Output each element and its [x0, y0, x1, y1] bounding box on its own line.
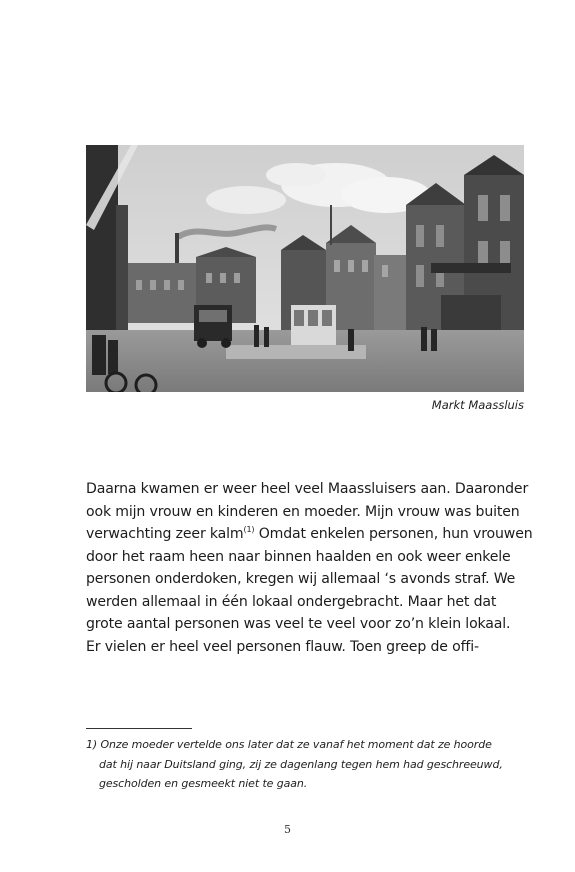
body-line: personen onderdoken, kregen wij allemaal ‘s avonds straf. We	[86, 571, 516, 587]
body-line-part: Omdat enkelen personen, hun vrouwen	[254, 526, 533, 542]
market-square-photo	[86, 145, 524, 392]
footnote-line: 1) Onze moeder vertelde ons later dat ze vanaf het moment dat ze hoorde	[86, 738, 492, 751]
body-line: werden allemaal in één lokaal ondergebracht. Maar het dat	[86, 593, 497, 610]
photo-caption: Markt Maassluis	[431, 398, 524, 412]
body-line: grote aantal personen was veel te veel voor zo’n klein lokaal.	[86, 616, 511, 632]
footnote-separator	[86, 728, 192, 729]
footnote-reference: (1)	[243, 525, 255, 534]
body-line: door het raam heen naar binnen haalden en ook weer enkele	[86, 548, 511, 565]
body-line: ook mijn vrouw en kinderen en moeder. Mijn vrouw was buiten	[86, 503, 520, 520]
footnote-line: dat hij naar Duitsland ging, zij ze dagenlang tegen hem had geschreeuwd,	[99, 757, 503, 771]
body-paragraph	[86, 478, 531, 658]
body-line-part: verwachting zeer kalm	[86, 526, 244, 542]
footnote	[86, 735, 526, 794]
body-line: Er vielen er heel veel personen flauw. Toen greep de offi-	[86, 638, 479, 655]
footnote-line: gescholden en gesmeekt niet te gaan.	[99, 777, 308, 790]
body-line-with-footnote	[86, 523, 531, 546]
body-line: Daarna kwamen er weer heel veel Maassluisers aan. Daaronder	[86, 481, 529, 497]
photo-graphic	[86, 145, 524, 392]
page-number: 5	[284, 823, 291, 836]
